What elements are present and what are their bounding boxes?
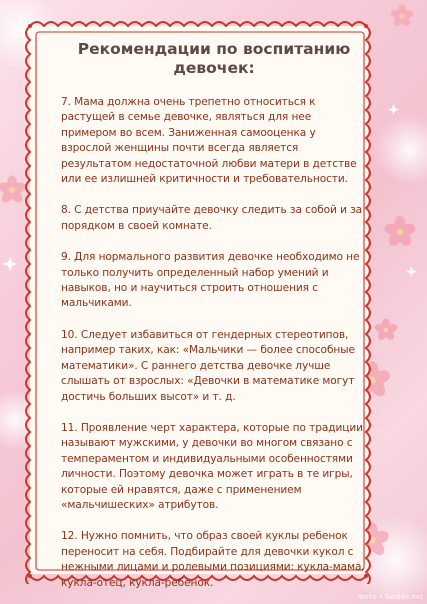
poster-content (61, 40, 367, 604)
flower-icon (390, 4, 415, 27)
flower-icon (383, 216, 417, 248)
recommendation-item-9: 9. Для нормального развития девочке необходимо не только получить определенный набор умений и навыков, но и научиться строить отношения с мальчиками. (61, 251, 360, 310)
recommendation-item-7: 7. Мама должна очень трепетно относиться к растущей в семье девочке, являться для нее примером во всем. Заниженная самооценка у взрослой женщины почти всегда является результатом недостаточной любви матери в детстве или ее излишней критичности и требовательности. (61, 96, 357, 186)
recommendation-item-12: 12. Нужно помнить, что образ своей куклы ребенок переносит на себя. Подбирайте для девочки кукол с нежными лицами и ролевыми позициями: кукла-мама, кукла-отец, кукла-ребенок. (61, 530, 365, 589)
recommendation-item-10: 10. Следует избавиться от гендерных стереотипов, например таких, как: «Мальчики — более способные математики». С раннего детства девочке лучше слышать от взрослых: «Девочки в математике могут достичь больших высот» и т. д. (61, 328, 355, 403)
photo-credit: Фото • Gozlife.net (357, 593, 423, 601)
recommendation-item-8: 8. С детства приучайте девочку следить за собой и за порядком в своей комнате. (61, 204, 363, 232)
poster-title: Рекомендации по воспитанию девочек: (77, 40, 351, 77)
recommendation-item-11: 11. Проявление черт характера, которые по традиции называют мужскими, у девочки во многом связано с темпераментом и индивидуальными особенностями личности. Поэтому девочка может играть в те игры, которые ей нравятся, даже с применением «мальчишеских» атрибутов. (61, 421, 363, 511)
